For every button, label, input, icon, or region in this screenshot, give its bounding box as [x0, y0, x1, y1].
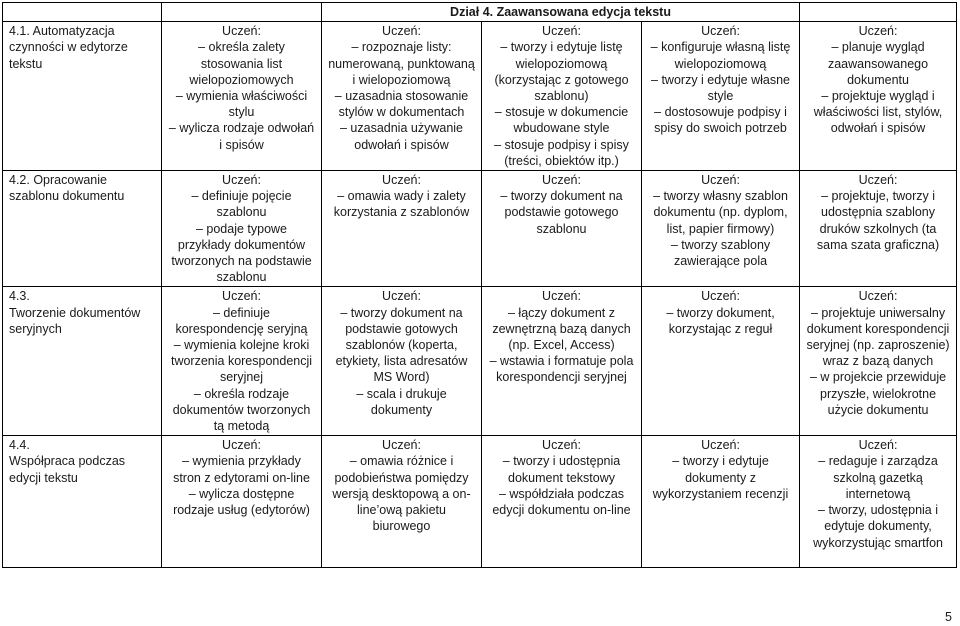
requirement-block	[806, 437, 950, 550]
requirement-item: – tworzy i edytuje listę wielopoziomową (korzystając z gotowego szablonu)	[494, 40, 629, 104]
topic-line: tekstu	[9, 56, 43, 71]
empty-header-cell	[3, 3, 162, 22]
requirement-block	[328, 288, 475, 418]
topic-cell	[3, 287, 162, 436]
topic-line: Tworzenie dokumentów	[9, 305, 141, 320]
requirement-cell	[162, 22, 322, 171]
requirement-item: – tworzy szablony zawierające pola	[670, 237, 771, 269]
student-label: Uczeń:	[858, 173, 898, 188]
requirement-cell	[482, 287, 642, 436]
topic-line: edycji tekstu	[9, 470, 78, 485]
requirement-cell	[482, 436, 642, 568]
table-row	[3, 22, 957, 171]
requirement-cell	[800, 287, 957, 436]
section-title: Dział 4. Zaawansowana edycja tekstu	[322, 3, 800, 22]
student-label: Uczeń:	[542, 289, 581, 304]
requirement-cell	[322, 287, 482, 436]
requirement-item: – projektuje wygląd i właściwości list, stylów, odwołań i spisów	[813, 89, 943, 136]
requirement-item: – wymienia właściwości stylu	[175, 89, 308, 120]
student-label: Uczeń:	[701, 289, 740, 304]
requirement-block	[168, 288, 315, 434]
requirement-item: – omawia wady i zalety korzystania z szablonów	[333, 189, 470, 220]
student-label: Uczeń:	[701, 173, 740, 188]
requirement-item: – planuje wygląd zaawansowanego dokumentu	[827, 40, 929, 87]
requirement-item: – określa rodzaje dokumentów tworzonych tą metodą	[172, 386, 311, 434]
requirement-cell	[642, 171, 800, 287]
requirement-item: – konfiguruje własną listę wielopoziomową	[650, 40, 791, 71]
requirement-cell	[322, 22, 482, 171]
student-label: Uczeń:	[382, 24, 421, 39]
requirement-item: – wymienia kolejne kroki tworzenia korespondencji seryjnej	[170, 338, 313, 385]
topic-line: seryjnych	[9, 321, 62, 336]
empty-header-cell	[162, 3, 322, 22]
requirement-item: – omawia różnice i podobieństwa pomiędzy wersją desktopową a on-line’ową pakietu biurowego	[332, 454, 471, 534]
topic-line: Współpraca podczas	[9, 454, 126, 469]
student-label: Uczeń:	[222, 438, 261, 453]
student-label: Uczeń:	[858, 438, 898, 453]
topic-cell	[3, 22, 162, 171]
requirement-item: – scala i drukuje dokumenty	[356, 386, 447, 417]
student-label: Uczeń:	[382, 289, 421, 304]
requirement-item: – stosuje w dokumencie wbudowane style	[494, 105, 629, 136]
section-header-row	[3, 3, 957, 22]
requirement-block	[328, 172, 475, 221]
topic-line: 4.2. Opracowanie	[9, 173, 107, 188]
topic-line: 4.1. Automatyzacja	[9, 24, 115, 39]
requirement-item: – projektuje uniwersalny dokument korespondencji seryjnej (np. zaproszenie) wraz z bazą danych	[806, 305, 950, 369]
requirement-block	[806, 23, 950, 136]
requirement-item: – redaguje i zarządza szkolną gazetką internetową	[818, 454, 938, 501]
requirement-item: – rozpoznaje listy: numerowaną, punktowaną i wielopoziomową	[328, 40, 475, 87]
requirement-block	[488, 23, 635, 169]
requirement-block	[648, 172, 793, 269]
requirement-item: – tworzy dokument na podstawie gotowych szablonów (koperta, etykiety, lista adresatów MS Word)	[335, 305, 468, 385]
requirement-item: – określa zalety stosowania list wielopoziomowych	[189, 40, 294, 87]
topic-line: szablonu dokumentu	[9, 189, 125, 204]
table-row	[3, 171, 957, 287]
requirement-cell	[162, 287, 322, 436]
student-label: Uczeń:	[222, 24, 261, 39]
requirement-cell	[642, 436, 800, 568]
requirement-item: – łączy dokument z zewnętrzną bazą danych (np. Excel, Access)	[492, 305, 631, 353]
student-label: Uczeń:	[382, 438, 421, 453]
student-label: Uczeń:	[222, 289, 261, 304]
requirement-item: – tworzy i udostępnia dokument tekstowy	[502, 454, 621, 485]
requirement-cell	[482, 171, 642, 287]
requirement-item: – wstawia i formatuje pola korespondencji seryjnej	[489, 354, 634, 385]
requirement-block	[488, 172, 635, 237]
requirement-block	[168, 172, 315, 285]
topic-line: 4.3.	[9, 289, 30, 304]
requirement-block	[648, 23, 793, 136]
student-label: Uczeń:	[858, 289, 898, 304]
requirement-item: – tworzy własny szablon dokumentu (np. dyplom, list, papier firmowy)	[653, 189, 788, 236]
requirement-item: – wymienia przykłady stron z edytorami on-line	[173, 454, 310, 485]
student-label: Uczeń:	[542, 438, 581, 453]
student-label: Uczeń:	[222, 173, 261, 188]
requirement-cell	[482, 22, 642, 171]
requirement-item: – projektuje, tworzy i udostępnia szablony druków szkolnych (ta sama szata graficzna)	[816, 189, 940, 252]
requirement-item: – definiuje korespondencję seryjną	[175, 305, 308, 336]
requirement-item: – tworzy i edytuje własne style	[651, 72, 790, 104]
requirement-cell	[800, 436, 957, 568]
requirement-item: – wylicza dostępne rodzaje usług (edytorów)	[173, 486, 310, 518]
requirement-cell	[642, 287, 800, 436]
student-label: Uczeń:	[701, 438, 740, 453]
requirement-item: – definiuje pojęcie szablonu	[191, 189, 292, 220]
requirement-block	[168, 23, 315, 153]
topic-line: czynności w edytorze	[9, 40, 128, 55]
requirement-item: – uzasadnia używanie odwołań i spisów	[340, 121, 463, 152]
requirement-block	[328, 437, 475, 534]
requirement-item: – stosuje podpisy i spisy (treści, obiektów itp.)	[494, 137, 629, 168]
requirement-cell	[322, 171, 482, 287]
requirement-item: – tworzy, udostępnia i edytuje dokumenty, wykorzystując smartfon	[813, 503, 943, 550]
requirement-item: – tworzy i edytuje dokumenty z wykorzystaniem recenzji	[652, 454, 789, 501]
requirement-item: – współdziała podczas edycji dokumentu on-line	[492, 486, 631, 518]
requirement-block	[806, 172, 950, 253]
requirement-item: – wylicza rodzaje odwołań i spisów	[168, 121, 315, 152]
requirement-cell	[642, 22, 800, 171]
requirement-block	[806, 288, 950, 418]
student-label: Uczeń:	[542, 173, 581, 188]
requirement-item: – w projekcie przewiduje przyszłe, wielokrotne użycie dokumentu	[809, 370, 947, 417]
requirement-cell	[800, 22, 957, 171]
requirement-item: – dostosowuje podpisy i spisy do swoich potrzeb	[654, 105, 787, 136]
requirement-cell	[322, 436, 482, 568]
requirement-block	[328, 23, 475, 153]
topic-cell	[3, 436, 162, 568]
requirement-cell	[800, 171, 957, 287]
student-label: Uczeń:	[542, 24, 581, 39]
requirement-cell	[162, 436, 322, 568]
requirement-item: – uzasadnia stosowanie stylów w dokumentach	[334, 89, 469, 120]
topic-line: 4.4.	[9, 438, 30, 453]
table-row	[3, 287, 957, 436]
requirement-item: – tworzy dokument na podstawie gotowego szablonu	[500, 189, 623, 236]
requirement-block	[488, 437, 635, 518]
requirement-item: – tworzy dokument, korzystając z reguł	[666, 305, 775, 336]
requirement-block	[168, 437, 315, 518]
student-label: Uczeń:	[382, 173, 421, 188]
student-label: Uczeń:	[701, 24, 740, 39]
requirement-item: – podaje typowe przykłady dokumentów tworzonych na podstawie szablonu	[171, 221, 312, 285]
student-label: Uczeń:	[858, 24, 898, 39]
requirement-block	[488, 288, 635, 385]
empty-header-cell	[800, 3, 957, 22]
table-row	[3, 436, 957, 568]
topic-cell	[3, 171, 162, 287]
requirement-cell	[162, 171, 322, 287]
requirement-block	[648, 288, 793, 337]
curriculum-table	[2, 2, 957, 568]
requirement-block	[648, 437, 793, 502]
page-number: 5	[945, 610, 952, 624]
